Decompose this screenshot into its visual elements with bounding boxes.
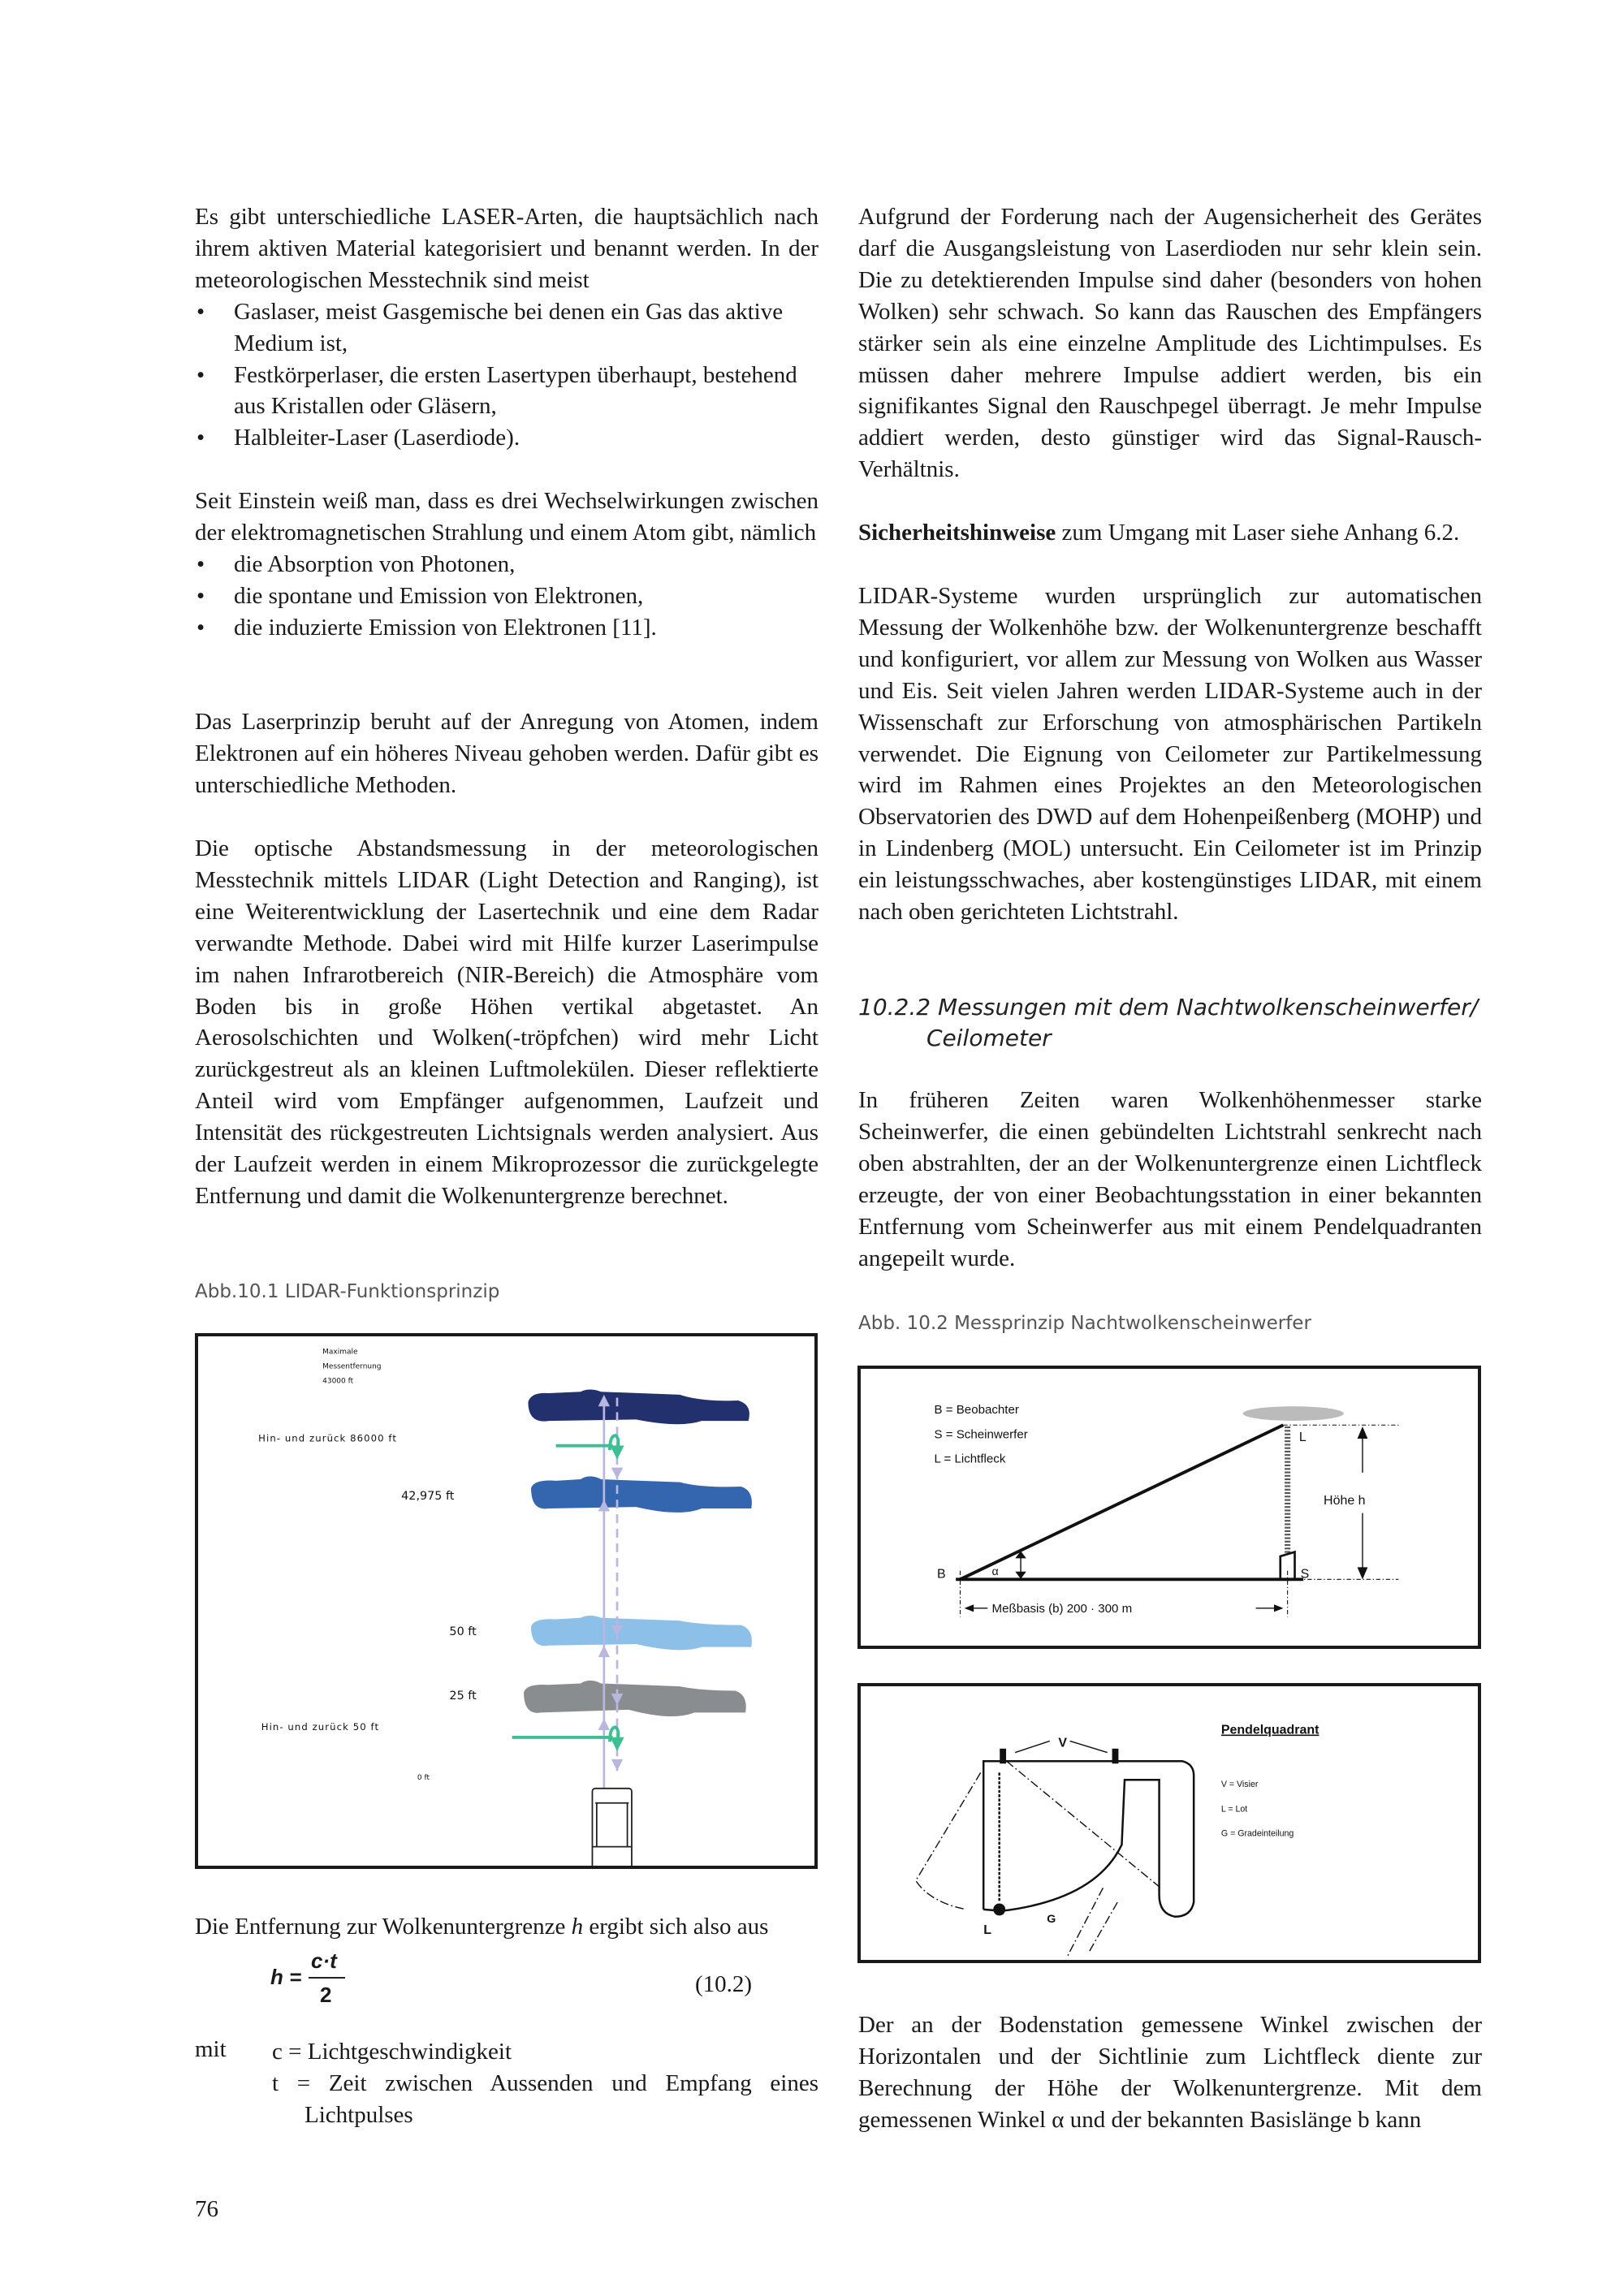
sight-line — [960, 1425, 1283, 1579]
definition-c: c = Lichtgeschwindigkeit — [272, 2039, 512, 2065]
max-label: Messentfernung — [322, 1362, 382, 1371]
cloud-dark — [528, 1390, 749, 1425]
searchlight-figure — [857, 1366, 1481, 1649]
legend-item: G = Gradeinteilung — [1220, 1828, 1294, 1839]
interaction-section — [195, 486, 818, 644]
formula-lhs: h = — [270, 1965, 302, 1989]
legend-item: V = Visier — [1220, 1780, 1259, 1790]
paragraph: In früheren Zeiten waren Wolkenhöhenmesser starke Scheinwerfer, die einen gebündelten Lichtstrahl senkrecht nach oben abstrahlten, der an der Wolkenuntergrenze einen Lichtfleck erzeugte, der von einer Beobachtungsstation in einer bekannten Entfernung vom Scheinwerfer aus mit einem Pendelquadranten angepeilt wurde. — [858, 1087, 1482, 1271]
figure-caption: Abb.10.1 LIDAR-Funktionsprinzip — [195, 1281, 500, 1302]
formula-numerator: c·t — [311, 1949, 337, 1973]
list-item: • die Absorption von Photonen, — [195, 549, 818, 580]
formula-denominator: 2 — [320, 1983, 332, 2007]
text: Die Entfernung zur Wolkenuntergrenze — [195, 1914, 572, 1940]
pendulum-quadrant-diagram — [861, 1686, 1478, 1960]
cloud-light — [531, 1616, 752, 1650]
altitude-label: 42,975 ft — [401, 1490, 455, 1504]
legend-item: S = Scheinwerfer — [934, 1427, 1028, 1442]
safety-note-bold: Sicherheitshinweise — [858, 520, 1056, 546]
roundtrip-high-label: Hin- und zurück 86000 ft — [258, 1432, 398, 1444]
searchlight-icon — [1281, 1552, 1295, 1580]
label-l: L — [983, 1923, 991, 1938]
paragraph: Es gibt unterschiedliche LASER-Arten, die hauptsächlich nach ihrem aktiven Material kategorisiert und benannt werden. In der meteorologischen Messtechnik sind meist — [195, 204, 818, 293]
section-heading — [858, 992, 1482, 1054]
page-number: 76 — [195, 2196, 218, 2222]
guide-lines — [960, 1425, 1398, 1616]
definitions — [272, 2036, 818, 2131]
label-l: L — [1298, 1430, 1307, 1444]
green-arrow-high — [556, 1435, 622, 1456]
label-s: S — [1300, 1567, 1310, 1582]
legend-item: L = Lichtfleck — [934, 1452, 1006, 1466]
figure-title: Pendelquadrant — [1220, 1723, 1320, 1737]
variable-h: h — [571, 1914, 584, 1940]
lidar-device-icon — [592, 1789, 631, 1866]
label-v: V — [1058, 1736, 1068, 1750]
paragraph: LIDAR-Systeme wurden ursprünglich zur automatischen Messung der Wolkenhöhe bzw. der Wolkenuntergrenze beschafft und konfiguriert, vor allem zur Messung von Wolken aus Wasser und Eis. Seit vielen Jahren werden LIDAR-Systeme auch in der Wissenschaft zur Erforschung von atmosphärischen Partikeln verwendet. Die Eignung von Ceilometer zur Partikelmessung wird im Rahmen eines Projektes an den Meteorologischen Observatorien des DWD auf dem Hohenpeißenberg (MOHP) und in Lindenberg (MOL) untersucht. Ein Ceilometer ist im Prinzip ein leistungsschwaches, aber kostengünstiges LIDAR, mit einem nach oben gerichteten Lichtstrahl. — [858, 583, 1482, 926]
cloud-icon — [1243, 1406, 1344, 1421]
height-arrow — [1017, 1428, 1367, 1578]
list-item: • die induzierte Emission von Elektronen [11]. — [195, 612, 818, 644]
roundtrip-low-label: Hin- und zurück 50 ft — [261, 1720, 380, 1733]
heading-line: 10.2.2 Messungen mit dem Nachtwolkenscheinwerfer/ — [858, 994, 1479, 1021]
label-alpha: α — [991, 1564, 999, 1578]
cloud-blue — [531, 1476, 752, 1512]
legend-item: B = Beobachter — [934, 1403, 1019, 1418]
max-label: Maximale — [322, 1348, 358, 1357]
paragraph: Seit Einstein weiß man, dass es drei Wechselwirkungen zwischen der elektromagnetischen Strahlung und einem Atom gibt, nämlich — [195, 488, 818, 546]
bullet-list — [195, 296, 818, 455]
height-label: Höhe h — [1324, 1493, 1366, 1508]
base-label: Meßbasis (b) 200 · 300 m — [991, 1602, 1133, 1616]
mit-label: mit — [195, 2036, 227, 2062]
laser-types-section — [195, 201, 818, 454]
list-item: • Gaslaser, meist Gasgemische bei denen ein Gas das aktive Medium ist, — [195, 296, 818, 360]
label-b: B — [937, 1567, 946, 1582]
fraction-bar — [309, 1977, 345, 1979]
equation-number: (10.2) — [695, 1971, 753, 1997]
paragraph: Der an der Bodenstation gemessene Winkel zwischen der Horizontalen und der Sichtlinie zum Lichtfleck diente zur Berechnung der Höhe der Wolkenuntergrenze. Mit dem gemessenen Winkel α und der bekannten Basislänge b kann — [858, 2012, 1482, 2133]
left-column — [195, 0, 818, 2296]
lidar-diagram — [198, 1336, 814, 1866]
paragraph: Die optische Abstandsmessung in der meteorologischen Messtechnik mittels LIDAR (Light Detection and Ranging), ist eine Weiterentwicklung der Lasertechnik und eine dem Radar verwandte Methode. Dabei wird mit Hilfe kurzer Laserimpulse im nahen Infrarotbereich (NIR-Bereich) die Atmosphäre vom Boden bis in große Höhen vertikal abgetastet. An Aerosolschichten und Wolken(-tröpfchen) wird mehr Licht zurückgestreut als an kleinen Luftmolekülen. Dieser reflektierte Anteil wird vom Empfänger aufgenommen, Laufzeit und Intensität des rückgestreuten Lichtsignals werden analysiert. Aus der Laufzeit werden in einem Mikroprozessor die zurückgelegte Entfernung und damit die Wolkenuntergrenze berechnet. — [195, 835, 818, 1209]
altitude-label: 50 ft — [449, 1625, 477, 1639]
text: ergibt sich also aus — [583, 1914, 769, 1940]
list-item: • Festkörperlaser, die ersten Lasertypen überhaupt, bestehend aus Kristallen oder Gläsern, — [195, 360, 818, 423]
label-g: G — [1047, 1912, 1056, 1926]
legend-item: L = Lot — [1220, 1804, 1248, 1815]
max-label: 43000 ft — [322, 1377, 354, 1386]
paragraph: Das Laserprinzip beruht auf der Anregung von Atomen, indem Elektronen auf ein höheres Niveau gehoben werden. Dafür gibt es unterschiedliche Methoden. — [195, 709, 818, 798]
altitude-label: 0 ft — [417, 1774, 430, 1783]
definition-t: t = Zeit zwischen Aussenden und Empfang eines Lichtpulses — [272, 2069, 818, 2128]
bullet-list — [195, 549, 818, 644]
list-item: • Halbleiter-Laser (Laserdiode). — [195, 422, 818, 454]
list-item: • die spontane und Emission von Elektronen, — [195, 580, 818, 612]
quadrant-body — [983, 1750, 1194, 1917]
altitude-label: 25 ft — [449, 1690, 477, 1703]
lidar-figure — [195, 1333, 818, 1869]
cloud-gray — [524, 1681, 746, 1716]
pendulum-quadrant-figure — [857, 1683, 1481, 1963]
text: zum Umgang mit Laser siehe Anhang 6.2. — [1056, 520, 1460, 546]
searchlight-diagram — [861, 1369, 1478, 1646]
distance-sentence — [195, 1911, 818, 1943]
paragraph: Aufgrund der Forderung nach der Augensicherheit des Gerätes darf die Ausgangsleistung von Laserdioden nur sehr klein sein. Die zu detektierenden Impulse sind daher (besonders von hohen Wolken) sehr schwach. So kann das Rauschen des Empfängers stärker sein als eine einzelne Amplitude des Lichtimpulses. Es müssen daher mehrere Impulse addiert werden, bis ein signifikantes Signal den Rauschpegel überragt. Je mehr Impulse addiert werden, desto günstiger wird das Signal-Rausch-Verhältnis. — [858, 204, 1482, 483]
figure-caption: Abb. 10.2 Messprinzip Nachtwolkenscheinwerfer — [858, 1313, 1311, 1334]
heading-line: Ceilometer — [926, 1025, 1052, 1051]
safety-note — [858, 517, 1482, 549]
